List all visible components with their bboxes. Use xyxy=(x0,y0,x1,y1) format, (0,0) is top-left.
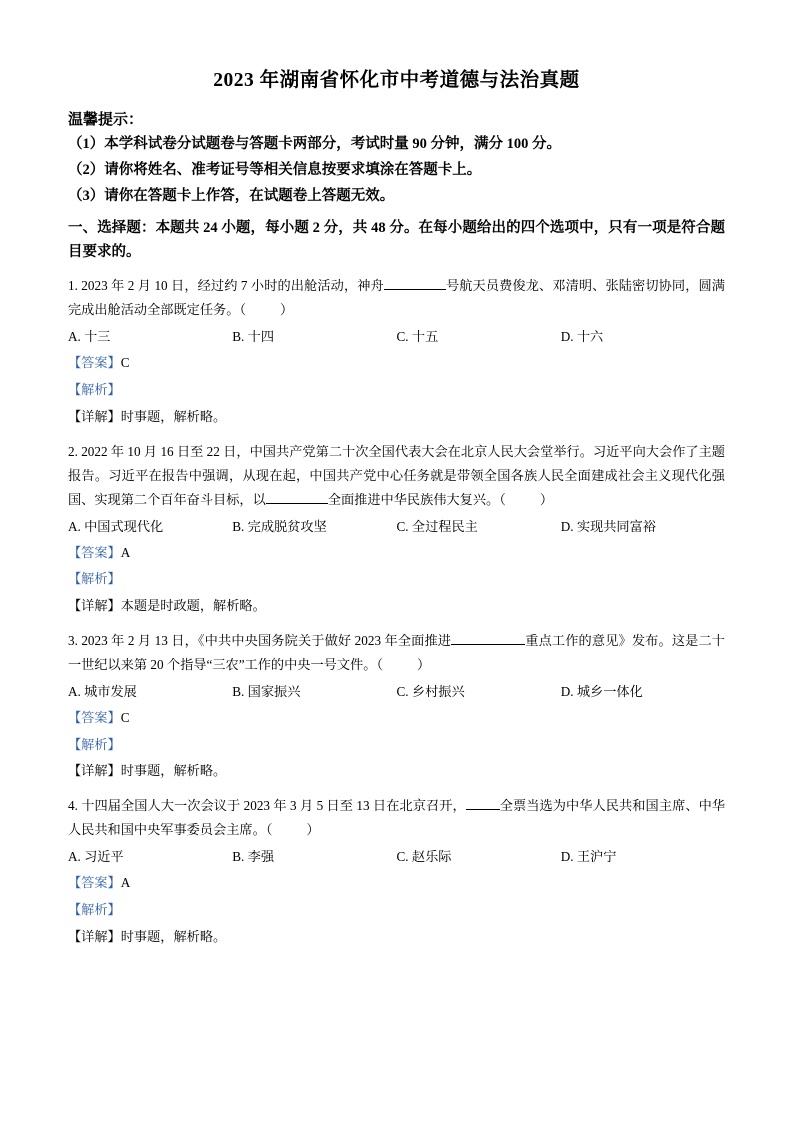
detail-value: 本题是时政题，解析略。 xyxy=(120,598,266,614)
detail-line xyxy=(68,758,725,784)
question-stem-part1: 3. 2023 年 2 月 13 日，《中共中央国务院关于做好 2023 年全面推进 xyxy=(68,632,452,648)
option-a[interactable]: A. 中国式现代化 xyxy=(68,518,164,534)
notice-line-1: （1）本学科试卷分试题卷与答题卡两部分，考试时量 90 分钟，满分 100 分。 xyxy=(68,136,561,152)
analysis-line xyxy=(68,732,725,758)
detail-value: 时事题，解析略。 xyxy=(120,763,227,779)
question-stem-part3: ） xyxy=(539,491,554,507)
notice-heading: 温馨提示： xyxy=(68,112,144,128)
option-list xyxy=(68,844,725,869)
detail-label: 【详解】 xyxy=(68,598,121,614)
detail-label: 【详解】 xyxy=(68,763,121,779)
fill-blank xyxy=(451,631,525,645)
answer-line xyxy=(68,540,725,566)
question-stem-part2: 全票当选为中华人民共和国主席、中华人民共和国中央军事委员会主席。（ xyxy=(68,798,726,838)
analysis-line xyxy=(68,566,725,592)
fill-blank xyxy=(384,277,446,291)
question-stem-part2: 重点工作的意见》发布。这是二十一世纪以来第 20 个指导“三农”工作的中央一号文件。（ xyxy=(68,632,725,672)
question-stem xyxy=(68,274,725,322)
option-b[interactable]: B. 李强 xyxy=(232,849,275,865)
answer-value: C xyxy=(120,355,130,371)
answer-value: C xyxy=(120,709,130,725)
option-d[interactable]: D. 王沪宁 xyxy=(560,849,617,865)
option-list xyxy=(68,514,725,539)
fill-blank xyxy=(266,490,328,504)
answer-label: 【答案】 xyxy=(68,875,121,891)
question-stem-part1: 4. 十四届全国人大一次会议于 2023 年 3 月 5 日至 13 日在北京召开， xyxy=(68,798,466,814)
option-a[interactable]: A. 城市发展 xyxy=(68,683,137,699)
answer-label: 【答案】 xyxy=(68,355,121,371)
question-stem-part2: 号航天员费俊龙、邓清明、张陆密切协同，圆满完成出舱活动全部既定任务。（ xyxy=(68,278,725,318)
answer-value: A xyxy=(120,544,131,560)
analysis-label: 【解析】 xyxy=(68,382,121,398)
detail-line xyxy=(68,924,725,950)
question-item xyxy=(68,794,725,949)
answer-line xyxy=(68,350,725,376)
detail-line xyxy=(68,404,725,430)
answer-label: 【答案】 xyxy=(68,709,121,725)
question-item xyxy=(68,629,725,784)
question-stem-part1: 1. 2023 年 2 月 10 日，经过约 7 小时的出舱活动，神舟 xyxy=(68,278,384,294)
option-c[interactable]: C. 乡村振兴 xyxy=(396,683,465,699)
answer-label: 【答案】 xyxy=(68,544,121,560)
option-c[interactable]: C. 十五 xyxy=(396,329,439,345)
fill-blank xyxy=(466,797,500,811)
answer-line xyxy=(68,705,725,731)
section-heading: 一、选择题：本题共 24 小题，每小题 2 分，共 48 分。在每小题给出的四个选项中，只有一项是符合题目要求的。 xyxy=(68,220,725,260)
detail-value: 时事题，解析略。 xyxy=(120,928,227,944)
notice-line-2: （2）请你将姓名、准考证号等相关信息按要求填涂在答题卡上。 xyxy=(68,161,482,178)
option-a[interactable]: A. 十三 xyxy=(68,329,111,345)
analysis-line xyxy=(68,897,725,923)
question-stem-part3: ） xyxy=(417,656,431,672)
detail-line xyxy=(68,593,725,619)
page-title: 2023 年湖南省怀化市中考道德与法治真题 xyxy=(213,70,580,91)
analysis-label: 【解析】 xyxy=(68,736,121,752)
option-b[interactable]: B. 国家振兴 xyxy=(232,683,301,699)
notice-line-3: （3）请你在答题卡上作答，在试题卷上答题无效。 xyxy=(68,187,395,204)
question-stem-part1: 2. 2022 年 10 月 16 日至 22 日，中国共产党第二十次全国代表大会在北京人民大会堂举行。习近平向大会作了主题报告。习近平在报告中强调，从现在起，中国共产党中心任务就是带领全国各族人民全面建成社会主义现代化强国、实现第二个百年奋斗目标，以 xyxy=(68,443,725,507)
option-c[interactable]: C. 全过程民主 xyxy=(396,518,478,534)
analysis-label: 【解析】 xyxy=(68,902,121,918)
question-stem xyxy=(68,794,725,842)
question-stem xyxy=(68,629,725,677)
option-c[interactable]: C. 赵乐际 xyxy=(396,849,452,865)
option-d[interactable]: D. 实现共同富裕 xyxy=(560,518,656,534)
option-d[interactable]: D. 城乡一体化 xyxy=(560,683,643,699)
answer-line xyxy=(68,870,725,896)
detail-value: 时事题，解析略。 xyxy=(120,408,227,424)
option-b[interactable]: B. 完成脱贫攻坚 xyxy=(232,518,327,534)
question-stem xyxy=(68,440,725,512)
option-a[interactable]: A. 习近平 xyxy=(68,849,124,865)
answer-value: A xyxy=(120,875,131,891)
option-list xyxy=(68,324,725,349)
question-stem-part3: ） xyxy=(280,302,294,318)
question-item xyxy=(68,274,725,429)
analysis-line xyxy=(68,377,725,403)
question-stem-part3: ） xyxy=(306,822,320,838)
option-d[interactable]: D. 十六 xyxy=(560,329,604,345)
analysis-label: 【解析】 xyxy=(68,571,121,587)
question-stem-part2: 全面推进中华民族伟大复兴。（ xyxy=(327,491,506,507)
detail-label: 【详解】 xyxy=(68,408,121,424)
detail-label: 【详解】 xyxy=(68,928,121,944)
option-b[interactable]: B. 十四 xyxy=(232,329,275,345)
question-item xyxy=(68,440,725,619)
option-list xyxy=(68,679,725,704)
